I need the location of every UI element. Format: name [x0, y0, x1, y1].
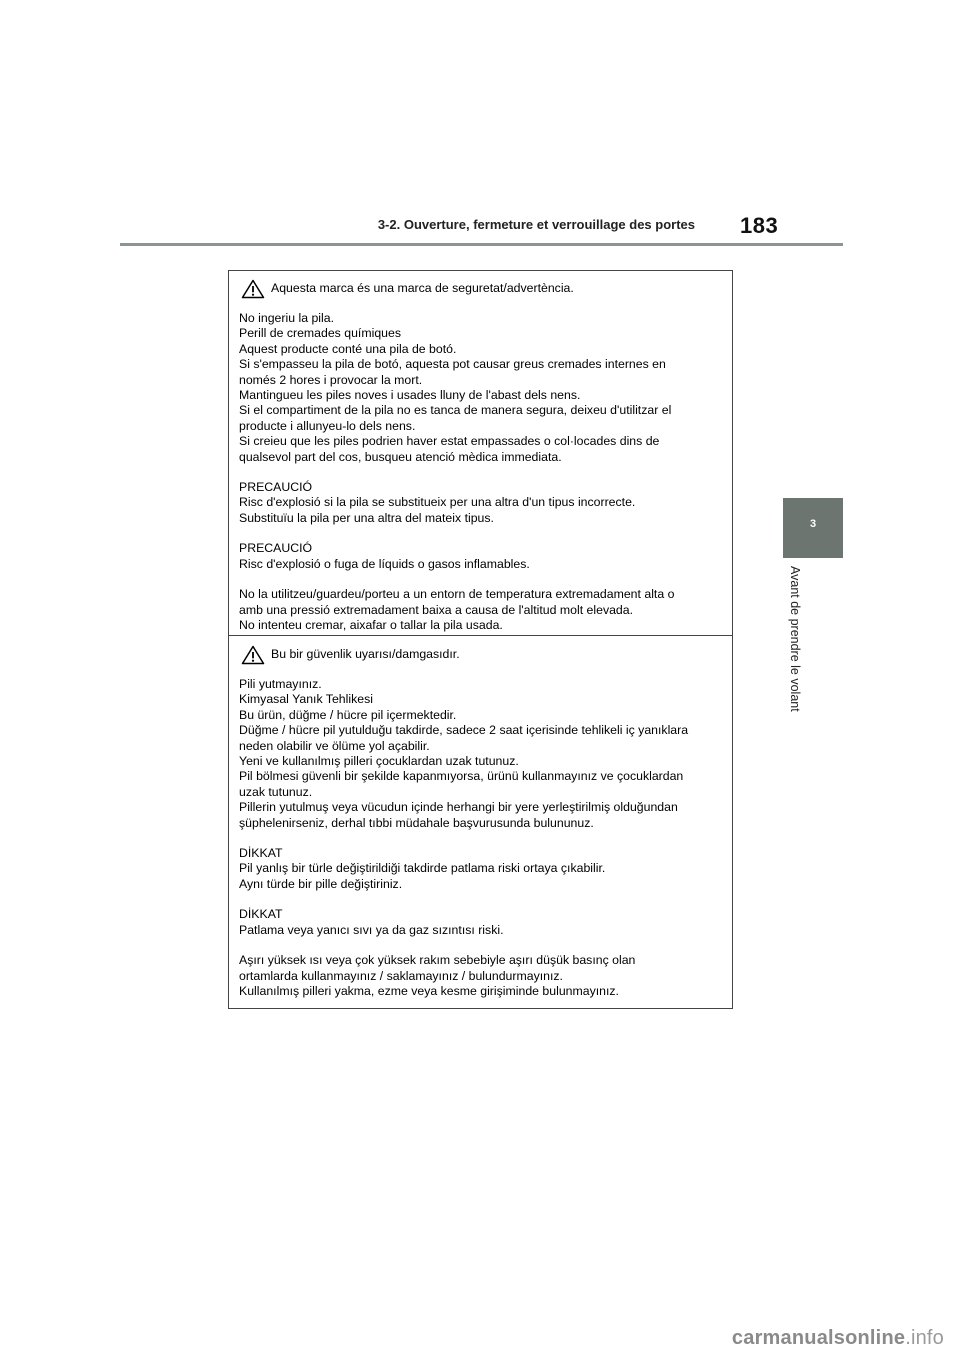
text-line: Aynı türde bir pille değiştiriniz. [239, 876, 403, 891]
text-line: qualsevol part del cos, busqueu atenció mèdica immediata. [239, 449, 562, 464]
turkish-block-caution-explosion [239, 907, 722, 938]
turkish-warning-section [229, 641, 732, 999]
text-line: PRECAUCIÓ [239, 480, 313, 495]
text-line: uzak tutunuz. [239, 784, 313, 799]
turkish-block-ingestion [239, 677, 722, 831]
text-line: Si s'empasseu la pila de botó, aquesta pot causar greus cremades internes en [239, 357, 666, 372]
section-title: 3-2. Ouverture, fermeture et verrouillage des portes [377, 217, 695, 232]
battery-warning-box [228, 270, 733, 1009]
turkish-block-environment [239, 953, 722, 999]
text-line: amb una pressió extremadament baixa a causa de l'altitud molt elevada. [239, 602, 634, 617]
text-line: només 2 hores i provocar la mort. [239, 372, 423, 387]
header-rule [120, 243, 843, 246]
text-line: Pili yutmayınız. [239, 677, 322, 691]
text-line: Risc d'explosió si la pila se substitueix per una altra d'un tipus incorrecte. [239, 495, 636, 510]
text-line: DİKKAT [239, 846, 283, 861]
text-line: Pillerin yutulmuş veya vücudun içinde herhangi bir yere yerleştirilmiş olduğundan [239, 800, 678, 815]
text-line: Pil yanlış bir türle değiştirildiği takdirde patlama riski ortaya çıkabilir. [239, 861, 606, 876]
watermark-brand: carmanualsonline [731, 1327, 906, 1349]
text-line: Si el compartiment de la pila no es tanca de manera segura, deixeu d'utilitzar el [239, 403, 672, 418]
text-line: No intenteu cremar, aixafar o tallar la pila usada. [239, 617, 503, 632]
text-line: Düğme / hücre pil yutulduğu takdirde, sadece 2 saat içerisinde tehlikeli iç yanıklara [239, 723, 689, 738]
text-line: neden olabilir ve ölüme yol açabilir. [239, 738, 430, 753]
text-line: No ingeriu la pila. [239, 311, 335, 325]
text-line: Kullanılmış pilleri yakma, ezme veya kesme girişiminde bulunmayınız. [239, 983, 619, 998]
text-line: Kimyasal Yanık Tehlikesi [239, 692, 373, 707]
text-line: Mantingueu les piles noves i usades lluny de l'abast dels nens. [239, 388, 581, 403]
catalan-block-ingestion [239, 311, 722, 465]
chapter-tab [783, 498, 843, 558]
catalan-warning-section [229, 275, 732, 633]
text-line: Risc d'explosió o fuga de líquids o gasos inflamables. [239, 556, 530, 571]
text-line: Perill de cremades químiques [239, 326, 401, 341]
text-line: producte i allunyeu-lo dels nens. [239, 418, 416, 433]
warning-triangle-icon [241, 645, 265, 665]
section-divider [229, 635, 732, 636]
text-line: Aşırı yüksek ısı veya çok yüksek rakım sebebiyle aşırı düşük basınç olan [239, 953, 636, 968]
turkish-warning-heading [241, 645, 722, 665]
watermark-suffix: .info [905, 1327, 944, 1349]
catalan-warning-heading [241, 279, 722, 299]
footer-watermark [732, 1327, 944, 1350]
catalan-block-environment [239, 587, 722, 633]
catalan-block-caution-explosion [239, 541, 722, 572]
warning-triangle-icon [241, 279, 265, 299]
text-line: Patlama veya yanıcı sıvı ya da gaz sızıntısı riski. [239, 922, 504, 937]
text-line: Bu ürün, düğme / hücre pil içermektedir. [239, 707, 457, 722]
text-line: şüphelenirseniz, derhal tıbbi müdahale başvurusunda bulununuz. [239, 815, 594, 830]
text-line: Substituïu la pila per una altra del mateix tipus. [239, 510, 494, 525]
page-number: 183 [740, 213, 779, 238]
text-line: Yeni ve kullanılmış pilleri çocuklardan uzak tutunuz. [239, 754, 519, 769]
text-line: ortamlarda kullanmayınız / saklamayınız / bulundurmayınız. [239, 968, 563, 983]
chapter-side-label: Avant de prendre le volant [788, 566, 802, 712]
text-line: Pil bölmesi güvenli bir şekilde kapanmıyorsa, ürünü kullanmayınız ve çocuklardan [239, 769, 684, 784]
turkish-block-caution-replacement [239, 846, 722, 892]
text-line: DİKKAT [239, 907, 283, 922]
text-line: Si creieu que les piles podrien haver estat empassades o col·locades dins de [239, 434, 660, 449]
catalan-heading-text: Aquesta marca és una marca de seguretat/advertència. [271, 281, 574, 296]
chapter-tab-number: 3 [809, 518, 817, 530]
catalan-block-caution-replacement [239, 480, 722, 526]
text-line: Aquest producte conté una pila de botó. [239, 341, 457, 356]
text-line: No la utilitzeu/guardeu/porteu a un entorn de temperatura extremadament alta o [239, 587, 675, 602]
turkish-heading-text: Bu bir güvenlik uyarısı/damgasıdır. [271, 647, 460, 662]
page-header [0, 0, 960, 250]
text-line: PRECAUCIÓ [239, 541, 313, 556]
